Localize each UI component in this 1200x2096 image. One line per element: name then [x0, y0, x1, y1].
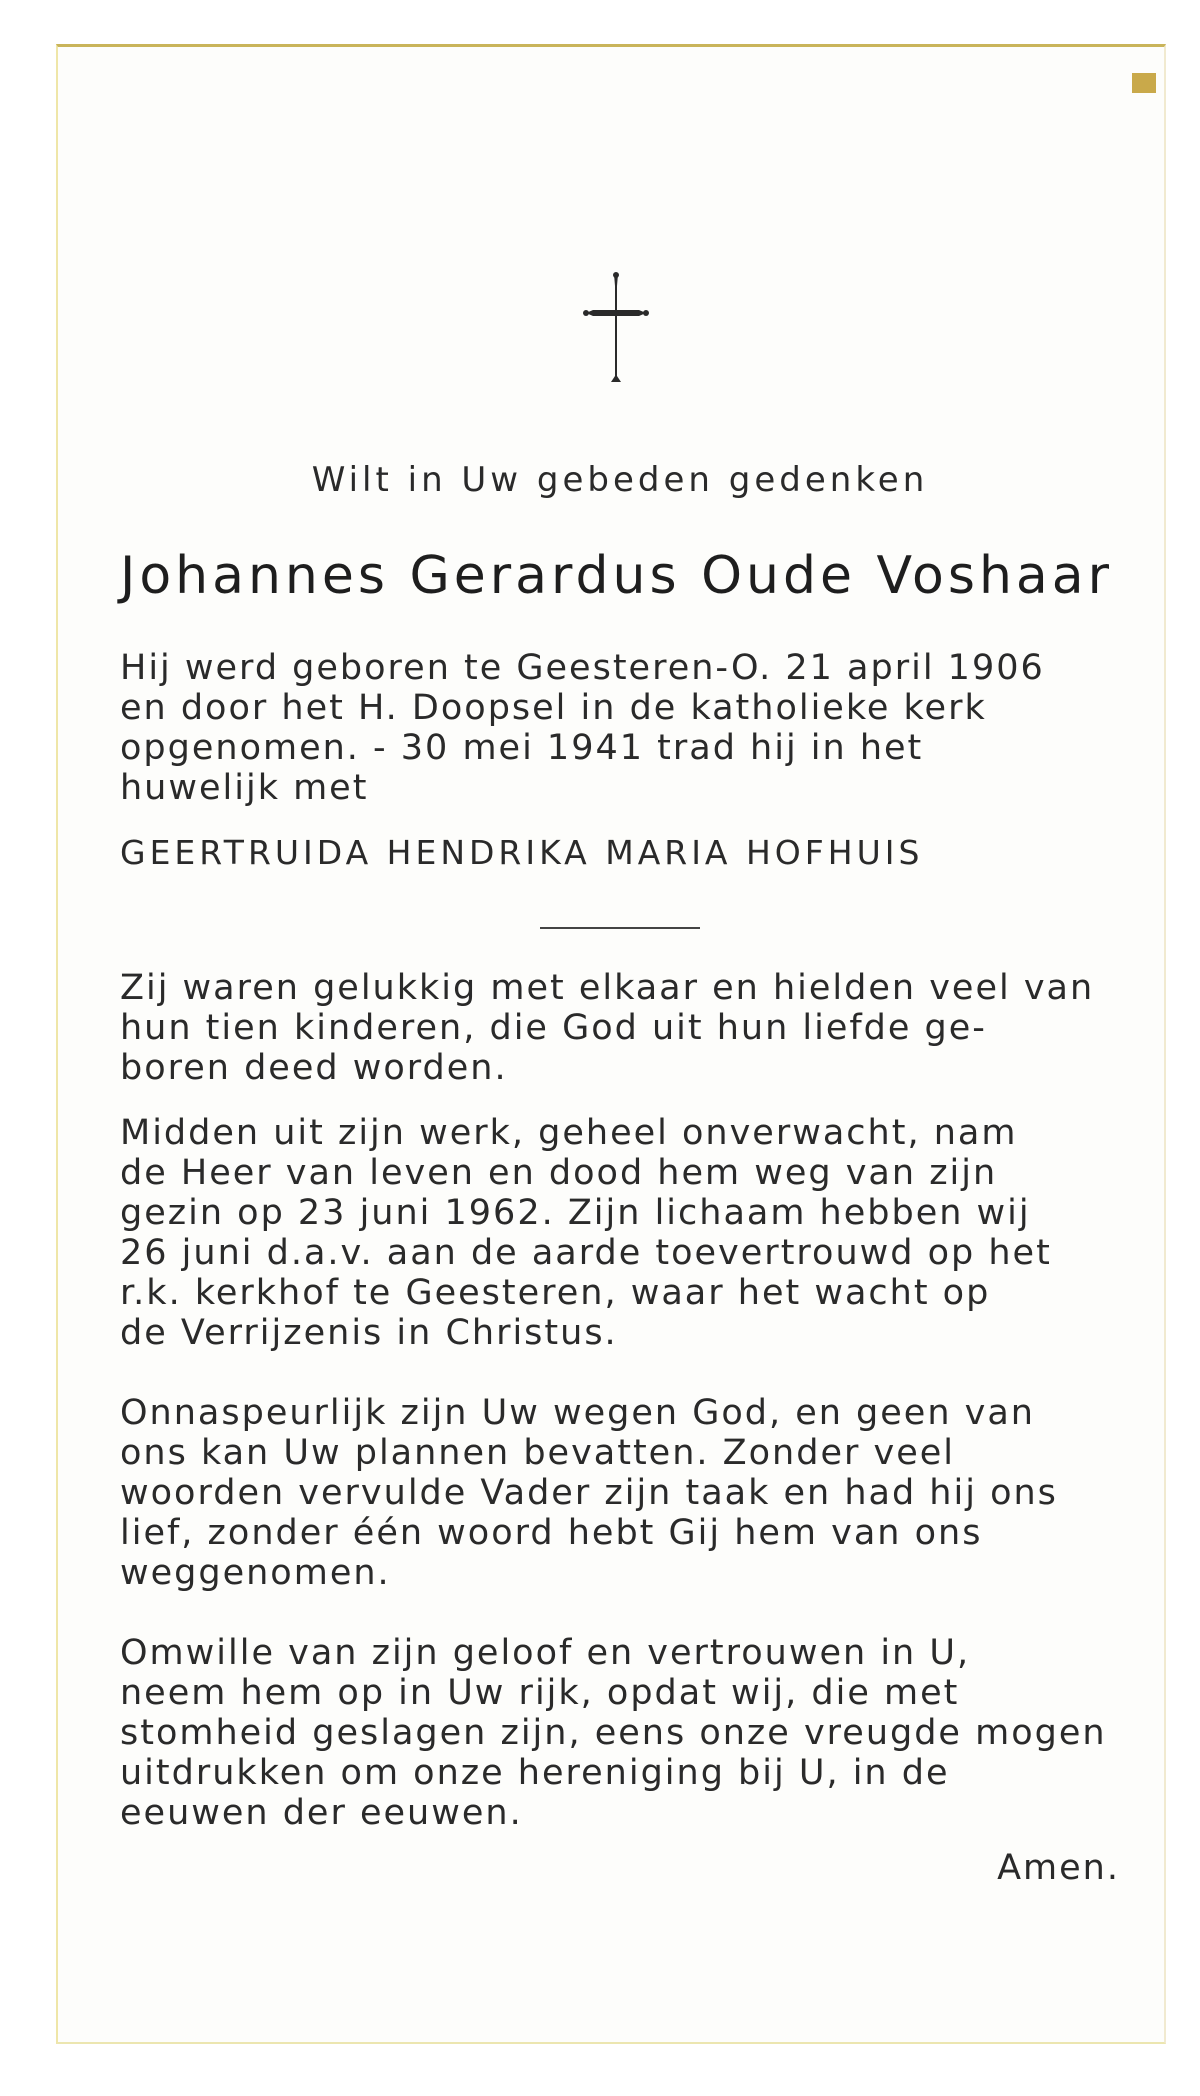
text-line: Hij werd geboren te Geesteren-O. 21 april 1906: [120, 648, 1045, 688]
text-line: boren deed worden.: [120, 1048, 508, 1088]
text-line: hun tien kinderen, die God uit hun liefde ge-: [120, 1008, 987, 1048]
text-line: 26 juni d.a.v. aan de aarde toevertrouwd op het: [120, 1233, 1052, 1273]
text-line: opgenomen. - 30 mei 1941 trad hij in het: [120, 728, 924, 768]
text-line: r.k. kerkhof te Geesteren, waar het wacht op: [120, 1273, 991, 1313]
corner-mark: [1132, 73, 1156, 93]
text-line: en door het H. Doopsel in de katholieke kerk: [120, 688, 987, 728]
text-line: de Verrijzenis in Christus.: [120, 1313, 618, 1353]
divider: [540, 927, 700, 929]
text-line: stomheid geslagen zijn, eens onze vreugde mogen: [120, 1713, 1107, 1753]
text-line: huwelijk met: [120, 768, 369, 808]
spouse-name: GEERTRUIDA HENDRIKA MARIA HOFHUIS: [120, 833, 924, 872]
text-line: gezin op 23 juni 1962. Zijn lichaam hebben wij: [120, 1193, 1031, 1233]
text-line: ons kan Uw plannen bevatten. Zonder veel: [120, 1433, 955, 1473]
text-line: lief, zonder één woord hebt Gij hem van ons: [120, 1513, 983, 1553]
text-line: Midden uit zijn werk, geheel onverwacht, nam: [120, 1113, 1018, 1153]
text-line: woorden vervulde Vader zijn taak en had hij ons: [120, 1473, 1058, 1513]
text-line: de Heer van leven en dood hem weg van zijn: [120, 1153, 998, 1193]
text-line: Omwille van zijn geloof en vertrouwen in U,: [120, 1633, 971, 1673]
deceased-name: [120, 548, 1120, 604]
text-line: Onnaspeurlijk zijn Uw wegen God, en geen van: [120, 1393, 1035, 1433]
deceased-name-text: Johannes Gerardus Oude Voshaar: [120, 546, 1114, 606]
text-line: uitdrukken om onze hereniging bij U, in de: [120, 1753, 950, 1793]
cross-icon: [583, 272, 649, 384]
closing-amen: Amen.: [997, 1848, 1120, 1888]
text-line: neem hem op in Uw rijk, opdat wij, die met: [120, 1673, 960, 1713]
text-line: Zij waren gelukkig met elkaar en hielden veel van: [120, 968, 1095, 1008]
heading: Wilt in Uw gebeden gedenken: [311, 460, 929, 500]
text-line: weggenomen.: [120, 1553, 391, 1593]
text-line: eeuwen der eeuwen.: [120, 1793, 523, 1833]
